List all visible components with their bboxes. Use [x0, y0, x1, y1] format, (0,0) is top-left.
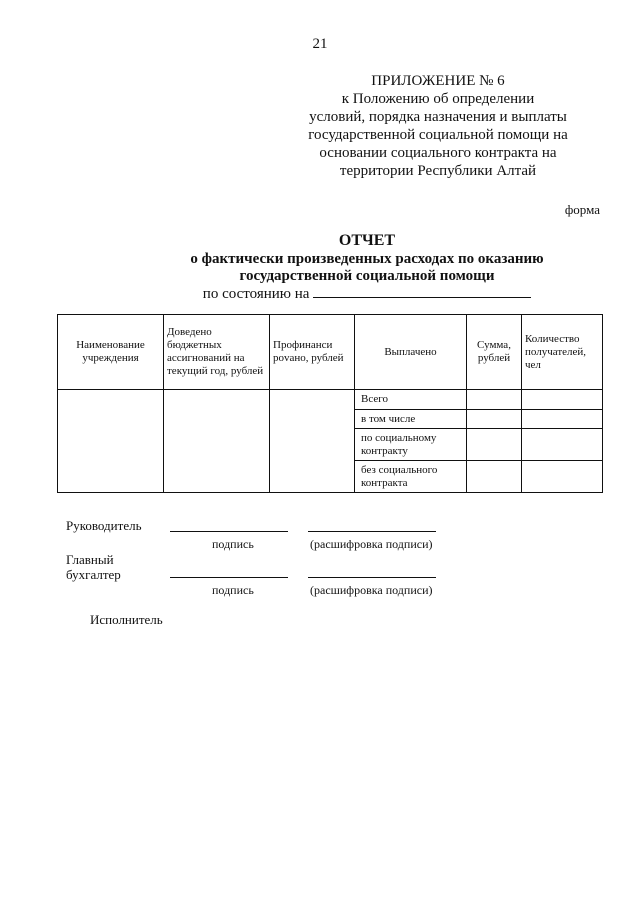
appendix-line: к Положению об определении [341, 91, 535, 107]
page-number: 21 [312, 36, 328, 52]
cell-institution[interactable] [58, 390, 164, 493]
paid-row-label: Всего [355, 390, 467, 410]
cell-recipients[interactable] [522, 429, 603, 461]
accountant-label-line: бухгалтер [66, 567, 121, 582]
accountant-decode-caption: (расшифровка подписи) [310, 583, 433, 597]
accountant-signature-caption: подпись [212, 583, 254, 597]
cell-recipients[interactable] [522, 410, 603, 429]
report-title-block [0, 232, 640, 303]
header-institution: Наименование учреждения [58, 315, 164, 390]
cell-financed[interactable] [270, 390, 355, 493]
head-signature-line[interactable] [170, 531, 288, 532]
table-row [58, 390, 603, 410]
appendix-line: условий, порядка назначения и выплаты [309, 109, 567, 125]
cell-sum[interactable] [467, 390, 522, 410]
as-of-label: по состоянию на [202, 286, 310, 302]
appendix-line: территории Республики Алтай [339, 163, 537, 179]
accountant-label-line: Главный [66, 552, 114, 567]
paid-row-label: без социального контракта [355, 461, 467, 493]
table-header-row [58, 315, 603, 390]
accountant-signature-line[interactable] [170, 577, 288, 578]
report-as-of [0, 285, 640, 303]
report-title: ОТЧЕТ [338, 232, 396, 249]
cell-allocated[interactable] [164, 390, 270, 493]
paid-row-label: в том числе [355, 410, 467, 429]
appendix-line: государственной социальной помощи на [308, 127, 568, 143]
cell-sum[interactable] [467, 410, 522, 429]
accountant-decode-line[interactable] [308, 577, 436, 578]
cell-sum[interactable] [467, 429, 522, 461]
appendix-title: ПРИЛОЖЕНИЕ № 6 [371, 73, 505, 89]
head-label: Руководитель [66, 518, 142, 533]
report-table [57, 314, 603, 493]
header-sum: Сумма, рублей [467, 315, 522, 390]
header-financed: Профинанси рovано, рублей [270, 315, 355, 390]
report-subtitle-line: государственной социальной помощи [239, 268, 495, 284]
accountant-label [66, 552, 121, 582]
head-decode-caption: (расшифровка подписи) [310, 537, 433, 551]
form-label: форма [564, 202, 600, 217]
head-decode-line[interactable] [308, 531, 436, 532]
cell-recipients[interactable] [522, 390, 603, 410]
appendix-line: основании социального контракта на [319, 145, 557, 161]
appendix-block [308, 72, 568, 180]
as-of-date-field[interactable] [313, 285, 531, 298]
cell-sum[interactable] [467, 461, 522, 493]
header-recipients: Количество получателей, чел [522, 315, 603, 390]
header-paid: Выплачено [355, 315, 467, 390]
header-allocated: Доведено бюджетных ассигнований на текущий год, рублей [164, 315, 270, 390]
head-signature-caption: подпись [212, 537, 254, 551]
cell-recipients[interactable] [522, 461, 603, 493]
executor-label: Исполнитель [90, 612, 163, 627]
report-subtitle-line: о фактически произведенных расходах по оказанию [190, 251, 544, 267]
paid-row-label: по социальному контракту [355, 429, 467, 461]
